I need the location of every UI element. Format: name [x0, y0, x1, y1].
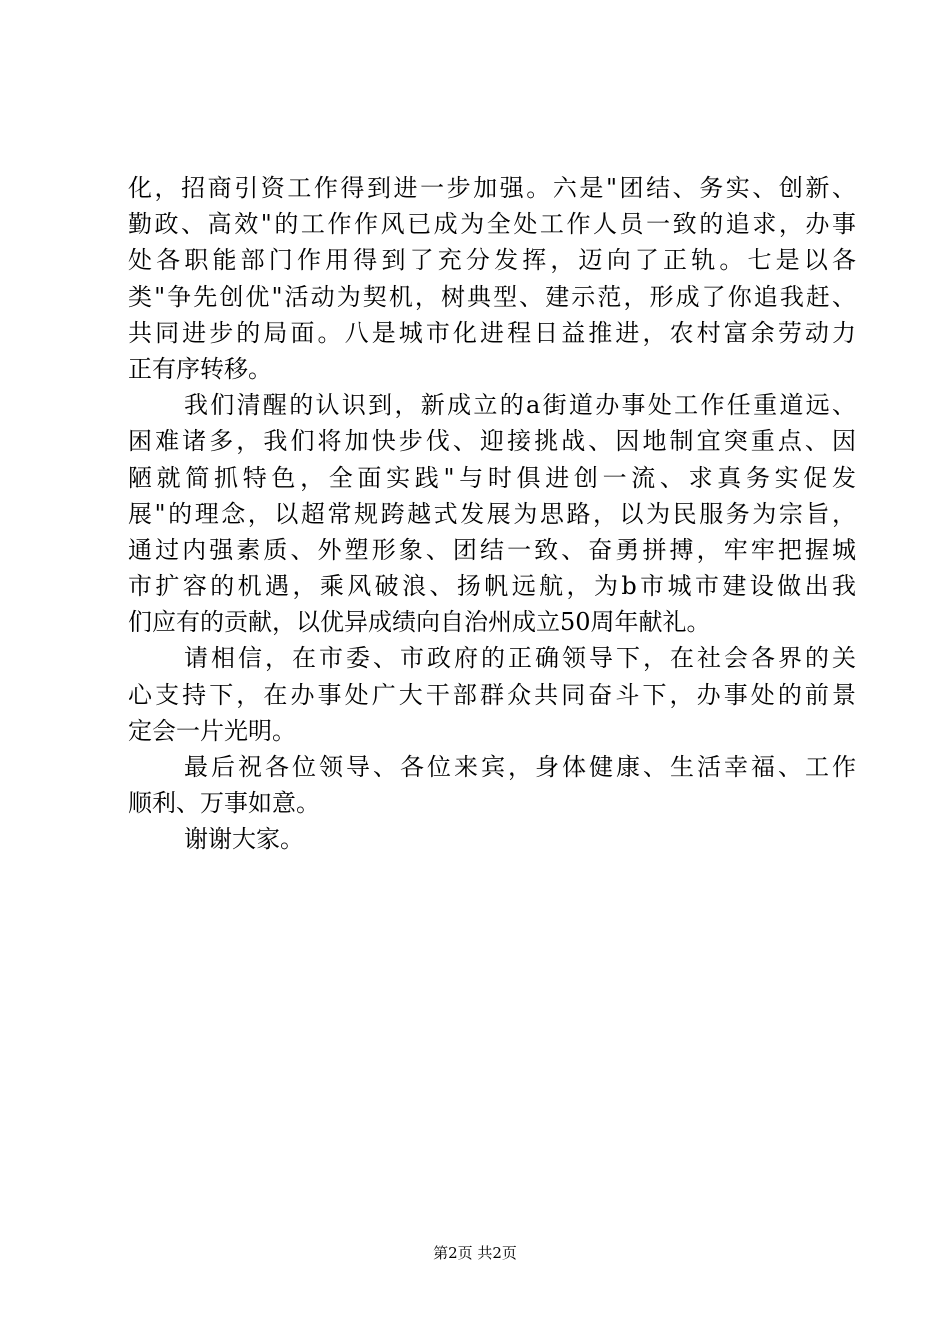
text-line: 请相信，在市委、市政府的正确领导下，在社会各界的关 [184, 644, 856, 673]
text-line: 心支持下，在办事处广大干部群众共同奋斗下，办事处的前景 [128, 680, 856, 709]
text-line: 们应有的贡献，以优异成绩向自治州成立50周年献礼。 [128, 608, 711, 637]
text-line: 化，招商引资工作得到进一步加强。六是"团结、务实、创新、 [128, 174, 856, 202]
text-line: 陋就简抓特色，全面实践"与时俱进创一流、求真务实促发 [128, 463, 856, 492]
text-line: 共同进步的局面。八是城市化进程日益推进，农村富余劳动力 [128, 318, 856, 347]
text-line: 我们清醒的认识到，新成立的a街道办事处工作任重道远、 [184, 391, 856, 420]
text-line: 正有序转移。 [128, 354, 272, 383]
text-line: 勤政、高效"的工作作风已成为全处工作人员一致的追求，办事 [128, 210, 856, 239]
text-line: 最后祝各位领导、各位来宾，身体健康、生活幸福、工作 [184, 753, 856, 781]
body-text [128, 170, 856, 858]
text-line: 处各职能部门作用得到了充分发挥，迈向了正轨。七是以各 [128, 246, 856, 275]
text-line: 顺利、万事如意。 [128, 789, 320, 818]
text-line: 市扩容的机遇，乘风破浪、扬帆远航，为b市城市建设做出我 [128, 572, 856, 601]
text-line: 困难诸多，我们将加快步伐、迎接挑战、因地制宜突重点、因 [128, 427, 856, 456]
text-line: 定会一片光明。 [128, 716, 296, 745]
page-footer: 第2页 共2页 [433, 1244, 517, 1262]
text-line: 类"争先创优"活动为契机，树典型、建示范，形成了你追我赶、 [128, 282, 856, 311]
text-line: 谢谢大家。 [184, 825, 304, 854]
text-line: 展"的理念，以超常规跨越式发展为思路，以为民服务为宗旨， [128, 499, 856, 528]
text-line: 通过内强素质、外塑形象、团结一致、奋勇拼搏，牢牢把握城 [128, 535, 856, 564]
